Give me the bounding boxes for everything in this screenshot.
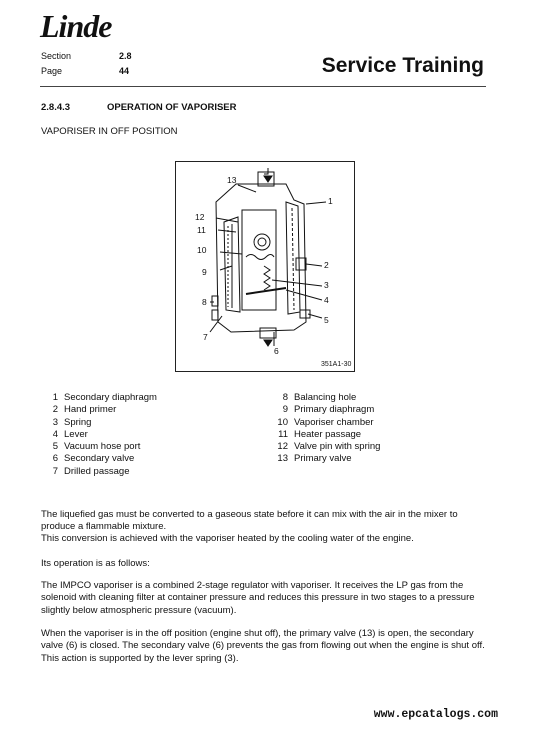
callout-10: 10: [197, 245, 207, 255]
section-label: Section: [41, 51, 72, 61]
legend-item: 3 Spring: [52, 416, 92, 428]
figure-subheading: VAPORISER IN OFF POSITION: [41, 126, 178, 137]
page-title: Service Training: [321, 54, 484, 77]
legend-item: 1 Secondary diaphragm: [52, 392, 157, 403]
legend-item: 12 Valve pin with spring: [277, 441, 381, 453]
paragraph-operation-lead: Its operation is as follows:: [41, 558, 150, 569]
legend-item: 6 Secondary valve: [52, 453, 135, 465]
heater-passage: [246, 255, 274, 260]
section-title: OPERATION OF VAPORISER: [107, 102, 237, 113]
outlet-arrow-icon: [264, 340, 272, 346]
legend-item: 7 Drilled passage: [52, 465, 130, 477]
callout-4: 4: [324, 295, 329, 305]
paragraph-impco: The IMPCO vaporiser is a combined 2-stage regulator with vaporiser. It receives the LP gas from the solenoid with cleaning filter at container pressure and reduces this pressure in two stages to a pressure slightly below atmospheric pressure (vacuum).: [41, 580, 475, 616]
legend-right: [270, 392, 380, 466]
legend-item: 5 Vacuum hose port: [52, 441, 141, 453]
section-value: 2.8: [119, 51, 132, 61]
callout-2: 2: [324, 260, 329, 270]
callout-12: 12: [195, 212, 205, 222]
paragraph-intro: The liquefied gas must be converted to a gaseous state before it can mix with the air in the mixer to produce a flammable mixture.: [41, 509, 458, 533]
callout-8: 8: [202, 297, 207, 307]
inlet-stem: [264, 168, 268, 174]
watermark: www.epcatalogs.com: [373, 708, 498, 721]
header-divider: [40, 86, 486, 87]
legend-item: 2 Hand primer: [52, 404, 117, 416]
figure-code: 351A1-30: [321, 361, 352, 368]
paragraph-conversion: This conversion is achieved with the vaporiser heated by the cooling water of the engine.: [41, 533, 414, 544]
legend-item: 10 Vaporiser chamber: [277, 416, 374, 428]
callout-9: 9: [202, 267, 207, 277]
callout-11: 11: [197, 225, 206, 235]
legend-item: 8 Balancing hole: [282, 392, 357, 403]
primary-valve-circle: [254, 234, 270, 250]
linde-logo: Linde: [40, 8, 112, 44]
legend-item: 11 Heater passage: [278, 428, 362, 440]
callout-13: 13: [227, 175, 237, 185]
section-number: 2.8.4.3: [41, 102, 71, 113]
lever-spring: [264, 266, 270, 290]
callout-6: 6: [274, 346, 279, 356]
inlet-arrow-icon: [264, 176, 272, 182]
page-label: Page: [41, 66, 63, 76]
callout-3: 3: [324, 280, 329, 290]
legend-item: 9 Primary diaphragm: [282, 404, 375, 416]
vaporiser-chamber-outline: [242, 210, 276, 310]
page-value: 44: [119, 66, 130, 76]
vaporiser-diagram: [175, 161, 355, 372]
legend-left: [46, 392, 157, 478]
callout-5: 5: [324, 315, 329, 325]
callout-7: 7: [203, 332, 208, 342]
legend-item: 13 Primary valve: [277, 453, 352, 465]
paragraph-off-position: When the vaporiser is in the off position (engine shut off), the primary valve (13) is open, the secondary valve (6) is closed. The secondary valve (6) prevents the gas from flowing out when the engine is shut off. This action is supported by the lever spring (3).: [41, 628, 485, 664]
callout-1: 1: [328, 196, 333, 206]
legend-item: 4 Lever: [52, 428, 88, 440]
